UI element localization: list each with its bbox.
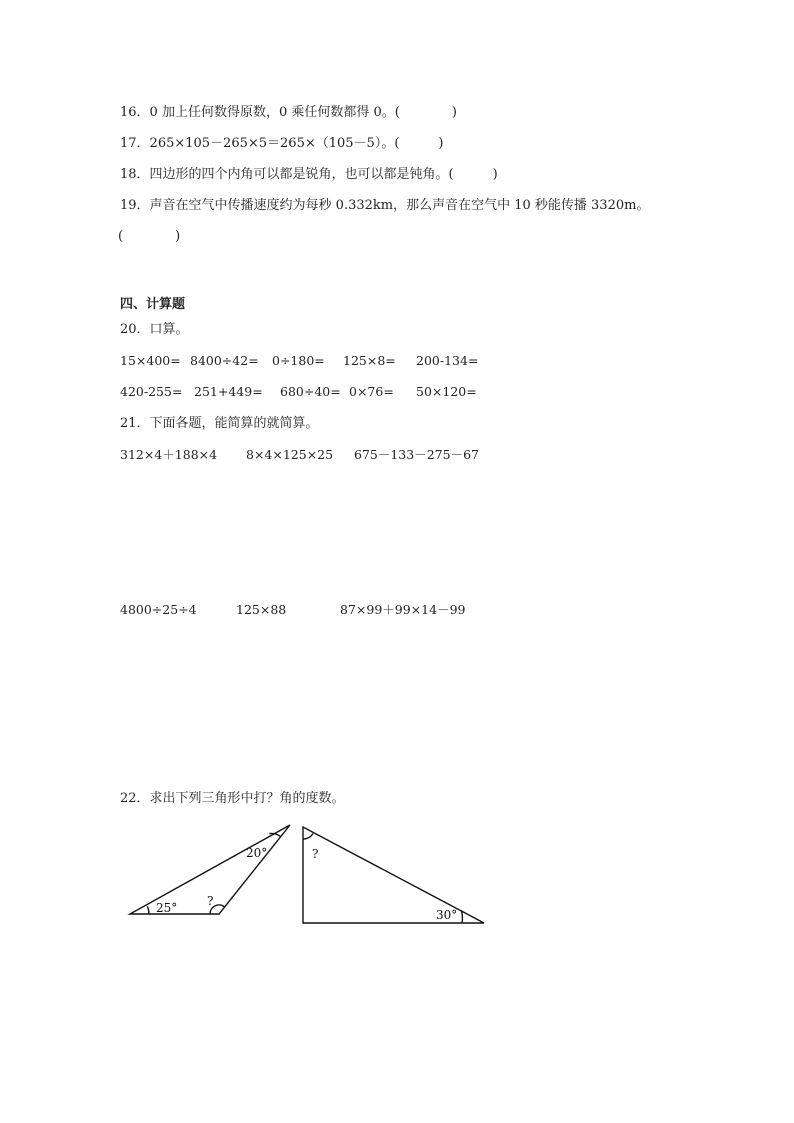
calc-item: 125×88 <box>236 602 287 617</box>
angle-label-20: 20° <box>246 846 268 860</box>
question-17: 17．265×105－265×5＝265×（105－5）。( ) <box>120 136 444 151</box>
angle-arc-unknown-right <box>303 834 313 840</box>
oral-item: 251+449= <box>194 384 263 399</box>
oral-item: 125×8= <box>343 353 396 368</box>
calc-item: 87×99＋99×14－99 <box>340 602 466 617</box>
oral-item: 8400÷42= <box>190 353 259 368</box>
question-20: 20．口算。 <box>120 322 189 337</box>
section-heading-calculation: 四、计算题 <box>120 297 186 312</box>
oral-item: 50×120= <box>416 384 477 399</box>
question-16: 16．0 加上任何数得原数，0 乘任何数都得 0。( ) <box>120 105 457 120</box>
oral-item: 0×76= <box>349 384 394 399</box>
angle-label-30: 30° <box>436 908 458 922</box>
calc-item: 675－133－275－67 <box>354 447 479 462</box>
question-19: 19．声音在空气中传播速度约为每秒 0.332km，那么声音在空气中 10 秒能传播 3320m。 <box>120 198 650 213</box>
angle-label-unknown-left: ? <box>207 894 214 908</box>
oral-item: 0÷180= <box>272 353 325 368</box>
angle-label-25: 25° <box>156 901 178 915</box>
oral-item: 15×400= <box>120 353 181 368</box>
calc-item: 312×4＋188×4 <box>120 447 218 462</box>
question-19-answer-paren: ( ) <box>118 229 181 244</box>
oral-item: 680÷40= <box>280 384 341 399</box>
angle-arc-25 <box>147 906 149 914</box>
angle-arc-30 <box>461 910 462 923</box>
question-18: 18．四边形的四个内角可以都是锐角，也可以都是钝角。( ) <box>120 167 498 182</box>
oral-item: 200-134= <box>416 353 479 368</box>
calc-item: 4800÷25÷4 <box>120 602 197 617</box>
angle-label-unknown-right: ? <box>312 847 319 861</box>
oral-item: 420-255= <box>120 384 183 399</box>
question-22: 22．求出下列三角形中打？角的度数。 <box>120 791 345 806</box>
question-21: 21．下面各题，能简算的就简算。 <box>120 416 319 431</box>
calc-item: 8×4×125×25 <box>246 447 334 462</box>
